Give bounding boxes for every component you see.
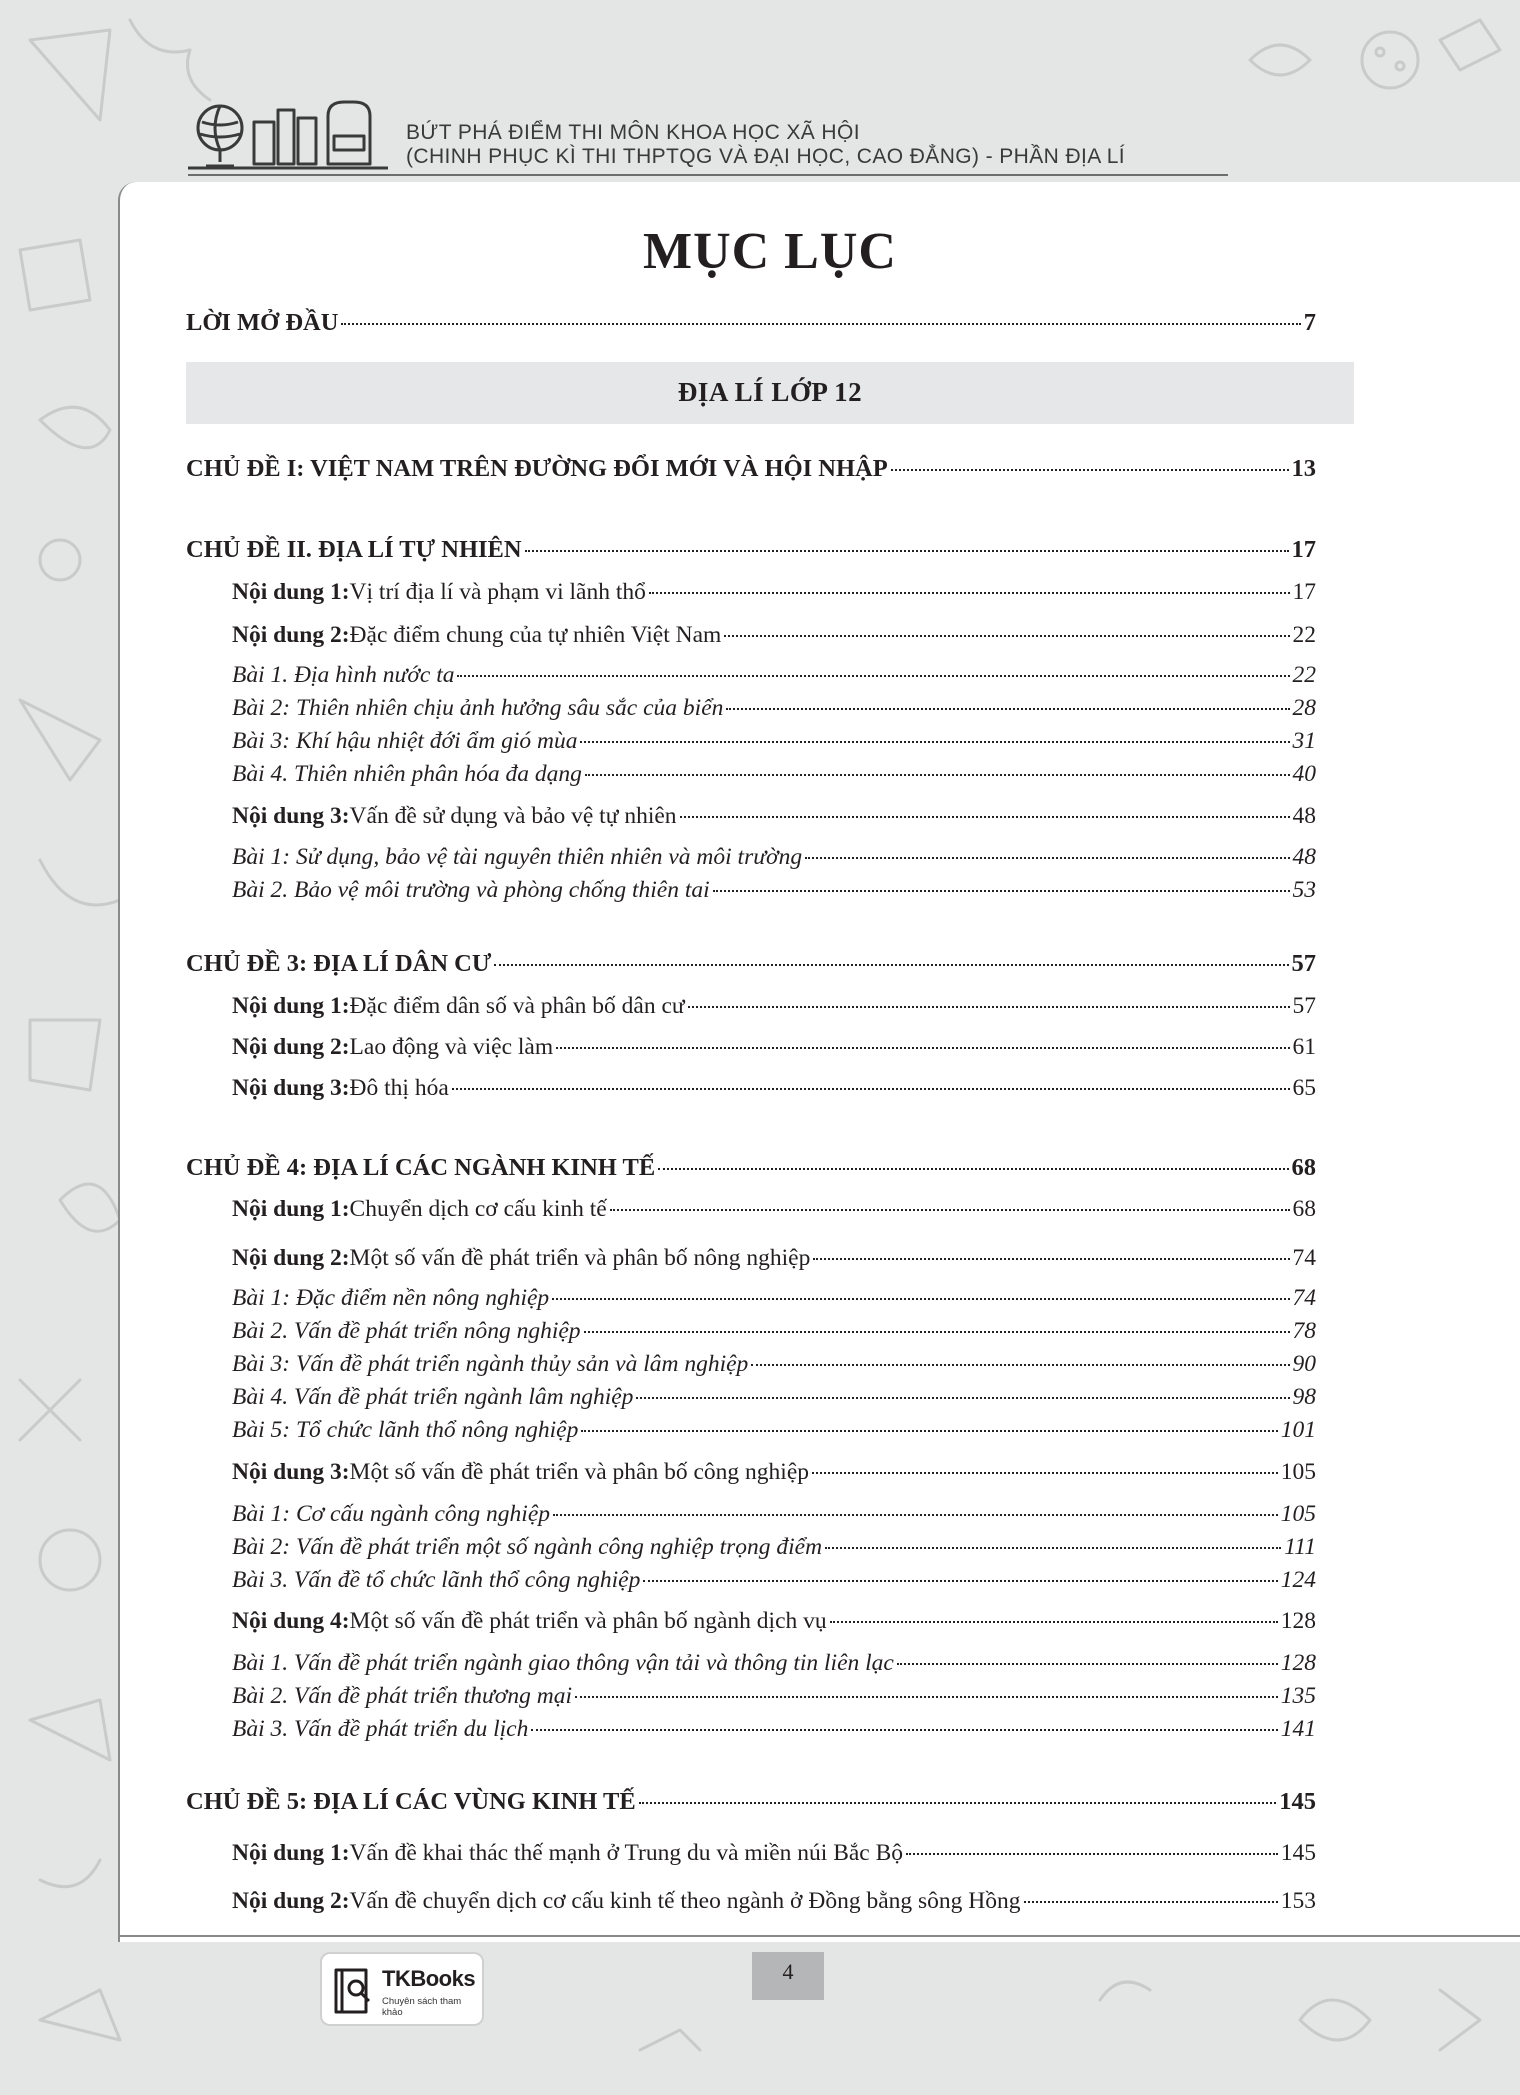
toc-label: Bài 2: Thiên nhiên chịu ảnh hưởng sâu sắc của biển <box>232 695 724 721</box>
toc-chapter[interactable] <box>186 535 1316 565</box>
dot-leader <box>897 1663 1278 1665</box>
toc-page: 53 <box>1292 877 1316 903</box>
toc-label: Bài 2: Vấn đề phát triển một số ngành công nghiệp trọng điểm <box>232 1534 823 1560</box>
toc-label: Bài 1: Sử dụng, bảo vệ tài nguyên thiên nhiên và môi trường <box>232 844 803 870</box>
toc-prefix: Nội dung 2: <box>232 1888 350 1914</box>
toc-label: Lao động và việc làm <box>349 1034 554 1060</box>
toc-label: Vấn đề chuyển dịch cơ cấu kinh tế theo ngành ở Đồng bằng sông Hồng <box>349 1888 1021 1914</box>
toc-label: CHỦ ĐỀ 3: ĐỊA LÍ DÂN CƯ <box>186 950 492 977</box>
dot-leader <box>680 816 1290 818</box>
dot-leader <box>553 1514 1278 1516</box>
page-number: 4 <box>752 1952 824 2000</box>
dot-leader <box>581 1430 1277 1432</box>
toc-label: Đặc điểm chung của tự nhiên Việt Nam <box>349 622 722 648</box>
toc-content-item[interactable] <box>232 1886 1316 1916</box>
toc-page: 105 <box>1280 1459 1316 1485</box>
toc-page: 128 <box>1280 1608 1316 1634</box>
dot-leader <box>724 635 1289 637</box>
toc-label: Bài 2. Vấn đề phát triển thương mại <box>232 1683 572 1709</box>
dot-leader <box>1024 1901 1278 1903</box>
toc-label: Bài 2. Bảo vệ môi trường và phòng chống thiên tai <box>232 877 710 903</box>
toc-label: CHỦ ĐỀ I: VIỆT NAM TRÊN ĐƯỜNG ĐỔI MỚI VÀ HỘI NHẬP <box>186 455 888 482</box>
toc-page: 31 <box>1292 728 1316 754</box>
toc-label: LỜI MỞ ĐẦU <box>186 309 339 336</box>
toc-page: 111 <box>1284 1534 1316 1560</box>
toc-content-item[interactable] <box>232 1073 1316 1103</box>
dot-leader <box>726 708 1289 710</box>
toc-content-item[interactable] <box>232 1243 1316 1273</box>
toc-label: Bài 4. Thiên nhiên phân hóa đa dạng <box>232 761 582 787</box>
toc-page: 22 <box>1292 662 1316 688</box>
toc-prefix: Nội dung 1: <box>232 1196 350 1222</box>
toc-chapter[interactable] <box>186 1153 1316 1183</box>
dot-leader <box>805 857 1289 859</box>
toc-content-item[interactable] <box>232 1606 1316 1636</box>
toc-label: Đô thị hóa <box>349 1075 449 1101</box>
toc-lesson[interactable] <box>232 693 1316 723</box>
toc-prefix: Nội dung 2: <box>232 1245 350 1271</box>
toc-chapter[interactable] <box>186 454 1316 484</box>
dot-leader <box>585 774 1290 776</box>
toc-page: 57 <box>1292 993 1316 1019</box>
toc-label: Bài 1. Địa hình nước ta <box>232 662 455 688</box>
toc-chapter[interactable] <box>186 1787 1316 1817</box>
dot-leader <box>552 1298 1289 1300</box>
dot-leader <box>584 1331 1290 1333</box>
toc-label: Bài 2. Vấn đề phát triển nông nghiệp <box>232 1318 581 1344</box>
dot-leader <box>891 469 1289 471</box>
toc-label: Bài 3. Vấn đề phát triển du lịch <box>232 1716 529 1742</box>
publisher-name: TKBooks <box>382 1966 476 1991</box>
dot-leader <box>906 1853 1278 1855</box>
toc-label: Bài 3. Vấn đề tổ chức lãnh thổ công nghiệp <box>232 1567 641 1593</box>
toc-lesson[interactable] <box>232 842 1316 872</box>
toc-label: Bài 1: Cơ cấu ngành công nghiệp <box>232 1501 550 1527</box>
toc-label: Vị trí địa lí và phạm vi lãnh thổ <box>349 579 646 605</box>
dot-leader <box>830 1621 1278 1623</box>
toc-page: 17 <box>1291 536 1316 563</box>
toc-content-item[interactable] <box>232 620 1316 650</box>
bookshelf-globe-icon <box>188 92 398 176</box>
page-sheet <box>118 182 1520 1942</box>
toc-label: Bài 4. Vấn đề phát triển ngành lâm nghiệp <box>232 1384 634 1410</box>
toc-page: 90 <box>1292 1351 1316 1377</box>
toc-label: Bài 3: Khí hậu nhiệt đới ẩm gió mùa <box>232 728 578 754</box>
toc-lesson[interactable] <box>232 1681 1316 1711</box>
toc-page: 124 <box>1280 1567 1316 1593</box>
toc-prefix: Nội dung 3: <box>232 1459 350 1485</box>
toc-page: 28 <box>1292 695 1316 721</box>
dot-leader <box>575 1696 1278 1698</box>
toc-page: 135 <box>1280 1683 1316 1709</box>
toc-page: 48 <box>1292 844 1316 870</box>
toc-prefix: Nội dung 3: <box>232 803 350 829</box>
toc-page: 40 <box>1292 761 1316 787</box>
dot-leader <box>457 675 1289 677</box>
toc-lesson[interactable] <box>232 1648 1316 1678</box>
toc-page: 101 <box>1280 1417 1316 1443</box>
toc-label: Vấn đề sử dụng và bảo vệ tự nhiên <box>349 803 677 829</box>
dot-leader <box>812 1472 1278 1474</box>
toc-lesson[interactable] <box>232 1316 1316 1346</box>
toc-lesson[interactable] <box>232 1382 1316 1412</box>
dot-leader <box>610 1209 1290 1211</box>
toc-prefix: Nội dung 1: <box>232 579 350 605</box>
toc-content-item[interactable] <box>232 1838 1316 1868</box>
dot-leader <box>531 1729 1277 1731</box>
toc-content-item[interactable] <box>232 991 1316 1021</box>
toc-prefix: Nội dung 4: <box>232 1608 350 1634</box>
footer-divider <box>118 1935 1520 1937</box>
toc-page: 61 <box>1292 1034 1316 1060</box>
toc-label: Chuyển dịch cơ cấu kinh tế <box>349 1196 607 1222</box>
toc-page: 22 <box>1292 622 1316 648</box>
toc-label: Bài 5: Tổ chức lãnh thổ nông nghiệp <box>232 1417 579 1443</box>
dot-leader <box>658 1168 1288 1170</box>
toc-label: CHỦ ĐỀ 5: ĐỊA LÍ CÁC VÙNG KINH TẾ <box>186 1788 636 1815</box>
toc-page: 145 <box>1280 1840 1316 1866</box>
publisher-tagline: Chuyên sách tham khảo <box>382 1996 462 2018</box>
page-title: MỤC LỤC <box>643 223 897 280</box>
toc-page: 74 <box>1292 1285 1316 1311</box>
toc-lesson[interactable] <box>232 875 1316 905</box>
toc-label: Bài 1. Vấn đề phát triển ngành giao thông vận tải và thông tin liên lạc <box>232 1650 894 1676</box>
header-book-subtitle: (CHINH PHỤC KÌ THI THPTQG VÀ ĐẠI HỌC, CAO ĐẲNG) - PHẦN ĐỊA LÍ <box>406 145 1126 168</box>
toc-page: 105 <box>1280 1501 1316 1527</box>
toc-content-item[interactable] <box>232 801 1316 831</box>
toc-lesson[interactable] <box>232 1283 1316 1313</box>
toc-prefix: Nội dung 2: <box>232 622 350 648</box>
toc-lesson[interactable] <box>232 1415 1316 1445</box>
toc-page: 65 <box>1292 1075 1316 1101</box>
toc-lesson[interactable] <box>232 1714 1316 1744</box>
toc-page: 98 <box>1292 1384 1316 1410</box>
toc-lesson[interactable] <box>232 759 1316 789</box>
toc-lesson[interactable] <box>232 660 1316 690</box>
toc-content-item[interactable] <box>232 577 1316 607</box>
toc-intro[interactable] <box>186 308 1316 338</box>
toc-lesson[interactable] <box>232 726 1316 756</box>
toc-page: 7 <box>1303 309 1316 336</box>
dot-leader <box>688 1006 1290 1008</box>
toc-page: 141 <box>1280 1716 1316 1742</box>
toc-label: Vấn đề khai thác thế mạnh ở Trung du và miền núi Bắc Bộ <box>349 1840 904 1866</box>
toc-page: 145 <box>1279 1788 1316 1815</box>
toc-label: CHỦ ĐỀ 4: ĐỊA LÍ CÁC NGÀNH KINH TẾ <box>186 1154 656 1181</box>
dot-leader <box>341 323 1300 325</box>
dot-leader <box>751 1364 1289 1366</box>
toc-page: 74 <box>1292 1245 1316 1271</box>
dot-leader <box>639 1802 1277 1804</box>
toc-content-item[interactable] <box>232 1457 1316 1487</box>
toc-label: Bài 1: Đặc điểm nền nông nghiệp <box>232 1285 550 1311</box>
toc-prefix: Nội dung 3: <box>232 1075 350 1101</box>
toc-page: 48 <box>1292 803 1316 829</box>
toc-content-item[interactable] <box>232 1032 1316 1062</box>
toc-lesson[interactable] <box>232 1499 1316 1529</box>
header-divider <box>188 174 1228 176</box>
toc-label: Đặc điểm dân số và phân bố dân cư <box>349 993 685 1019</box>
toc-content-item[interactable] <box>232 1194 1316 1224</box>
toc-page: 57 <box>1291 950 1316 977</box>
dot-leader <box>556 1047 1289 1049</box>
dot-leader <box>452 1088 1290 1090</box>
toc-label: CHỦ ĐỀ II. ĐỊA LÍ TỰ NHIÊN <box>186 536 522 563</box>
dot-leader <box>825 1547 1281 1549</box>
dot-leader <box>525 550 1289 552</box>
publisher-logo <box>320 1952 484 2026</box>
toc-prefix: Nội dung 1: <box>232 993 350 1019</box>
toc-page: 153 <box>1280 1888 1316 1914</box>
toc-label: Bài 3: Vấn đề phát triển ngành thủy sản và lâm nghiệp <box>232 1351 749 1377</box>
toc-page: 68 <box>1292 1196 1316 1222</box>
dot-leader <box>643 1580 1277 1582</box>
toc-label: Một số vấn đề phát triển và phân bố công nghiệp <box>349 1459 810 1485</box>
dot-leader <box>813 1258 1289 1260</box>
dot-leader <box>494 964 1288 966</box>
toc-page: 17 <box>1292 579 1316 605</box>
toc-label: Một số vấn đề phát triển và phân bố ngành dịch vụ <box>349 1608 827 1634</box>
toc-chapter[interactable] <box>186 949 1316 979</box>
toc-page: 68 <box>1291 1154 1316 1181</box>
dot-leader <box>580 741 1289 743</box>
header-book-title: BỨT PHÁ ĐIỂM THI MÔN KHOA HỌC XÃ HỘI <box>406 121 860 144</box>
dot-leader <box>713 890 1290 892</box>
toc-page: 128 <box>1280 1650 1316 1676</box>
toc-lesson[interactable] <box>232 1349 1316 1379</box>
section-title: ĐỊA LÍ LỚP 12 <box>677 377 863 407</box>
toc-lesson[interactable] <box>232 1532 1316 1562</box>
toc-page: 78 <box>1292 1318 1316 1344</box>
dot-leader <box>636 1397 1289 1399</box>
toc-label: Một số vấn đề phát triển và phân bố nông nghiệp <box>349 1245 811 1271</box>
toc-prefix: Nội dung 1: <box>232 1840 350 1866</box>
dot-leader <box>649 592 1290 594</box>
toc-lesson[interactable] <box>232 1565 1316 1595</box>
toc-prefix: Nội dung 2: <box>232 1034 350 1060</box>
book-magnifier-icon <box>332 1966 376 2016</box>
toc-page: 13 <box>1291 455 1316 482</box>
